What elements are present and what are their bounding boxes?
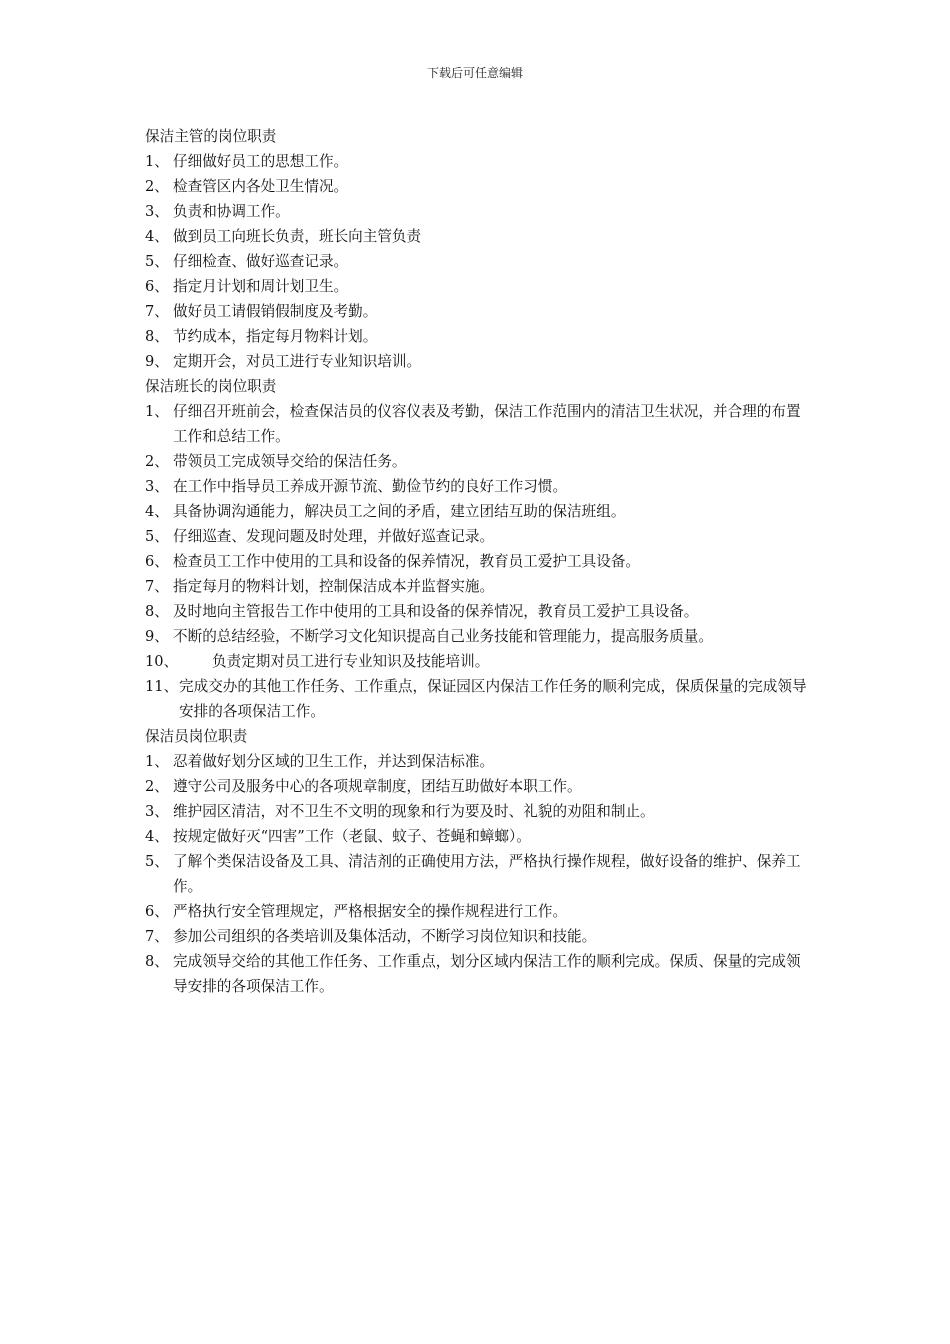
section-title-team-leader: 保洁班长的岗位职责 [145,378,277,395]
list-item [145,174,810,199]
list-item [145,324,810,349]
item-number: 4、 [145,228,169,245]
item-text: 参加公司组织的各类培训及集体活动，不断学习岗位知识和技能。 [173,928,597,945]
list-item [145,524,810,549]
item-text: 维护园区清洁，对不卫生不文明的现象和行为要及时、礼貌的劝阻和制止。 [173,803,655,820]
item-text: 遵守公司及服务中心的各项规章制度，团结互助做好本职工作。 [173,778,582,795]
item-text: 严格执行安全管理规定，严格根据安全的操作规程进行工作。 [173,903,568,920]
list-item [145,799,810,824]
cleaner-duties-list [145,749,810,999]
list-item [145,924,810,949]
item-text: 做到员工向班长负责，班长向主管负责 [173,228,422,245]
item-number: 6、 [145,278,169,295]
item-number: 5、 [145,253,169,270]
item-number: 4、 [145,503,169,520]
list-item [145,949,810,999]
list-item [145,449,810,474]
item-number: 4、 [145,828,169,845]
item-number: 1、 [145,753,169,770]
item-text: 完成交办的其他工作任务、工作重点，保证园区内保洁工作任务的顺利完成，保质保量的完成领导安排的各项保洁工作。 [179,678,807,720]
item-number: 7、 [145,928,169,945]
item-text: 定期开会，对员工进行专业知识培训。 [173,353,422,370]
item-number: 2、 [145,453,169,470]
item-text: 完成领导交给的其他工作任务、工作重点，划分区域内保洁工作的顺利完成。保质、保量的完成领导安排的各项保洁工作。 [173,953,801,995]
item-number: 8、 [145,953,169,970]
item-number: 5、 [145,853,169,870]
document-body [145,124,810,999]
list-item [145,249,810,274]
list-item [145,224,810,249]
list-item [145,599,810,624]
item-text: 仔细检查、做好巡查记录。 [173,253,349,270]
item-text: 指定月计划和周计划卫生。 [173,278,349,295]
item-number: 8、 [145,328,169,345]
item-text: 负责和协调工作。 [173,203,290,220]
list-item [145,774,810,799]
item-text: 检查员工工作中使用的工具和设备的保养情况，教育员工爱护工具设备。 [173,553,641,570]
list-item [145,849,810,899]
section-title-supervisor: 保洁主管的岗位职责 [145,128,277,145]
page-header: 下载后可任意编辑 [426,66,523,80]
item-text: 指定每月的物料计划，控制保洁成本并监督实施。 [173,578,495,595]
item-number: 9、 [145,353,169,370]
list-item [145,399,810,449]
item-text: 具备协调沟通能力，解决员工之间的矛盾，建立团结互助的保洁班组。 [173,503,626,520]
list-item [145,299,810,324]
item-text: 检查管区内各处卫生情况。 [173,178,349,195]
list-item [145,624,810,649]
list-item [145,549,810,574]
item-number: 3、 [145,203,169,220]
item-number: 9、 [145,628,169,645]
item-text: 带领员工完成领导交给的保洁任务。 [173,453,407,470]
list-item [145,274,810,299]
list-item [145,199,810,224]
item-number: 3、 [145,478,169,495]
item-text: 负责定期对员工进行专业知识及技能培训。 [212,653,490,670]
item-text: 仔细巡查、发现问题及时处理，并做好巡查记录。 [173,528,495,545]
item-text: 节约成本，指定每月物料计划。 [173,328,378,345]
team-leader-duties-list [145,399,810,724]
list-item [145,899,810,924]
item-text: 不断的总结经验，不断学习文化知识提高自己业务技能和管理能力，提高服务质量。 [173,628,713,645]
list-item [145,649,810,674]
item-number: 3、 [145,803,169,820]
item-text: 做好员工请假销假制度及考勤。 [173,303,378,320]
list-item [145,674,810,724]
item-text: 按规定做好灭“四害”工作（老鼠、蚊子、苍蝇和蟑螂）。 [173,828,531,845]
item-text: 在工作中指导员工养成开源节流、勤俭节约的良好工作习惯。 [173,478,568,495]
list-item [145,149,810,174]
item-number: 1、 [145,403,169,420]
item-number: 6、 [145,903,169,920]
item-text: 及时地向主管报告工作中使用的工具和设备的保养情况，教育员工爱护工具设备。 [173,603,699,620]
item-text: 忍着做好划分区域的卫生工作，并达到保洁标准。 [173,753,495,770]
item-number: 1、 [145,153,169,170]
item-text: 仔细做好员工的思想工作。 [173,153,349,170]
item-number: 6、 [145,553,169,570]
item-number: 2、 [145,778,169,795]
list-item [145,749,810,774]
item-number: 8、 [145,603,169,620]
list-item [145,824,810,849]
list-item [145,499,810,524]
item-text: 仔细召开班前会，检查保洁员的仪容仪表及考勤，保洁工作范围内的清洁卫生状况，并合理的布置工作和总结工作。 [173,403,801,445]
section-title-cleaner: 保洁员岗位职责 [145,728,248,745]
item-number: 10、 [145,653,179,670]
item-number: 7、 [145,578,169,595]
list-item [145,574,810,599]
item-number: 11、 [145,678,179,695]
list-item [145,349,810,374]
item-number: 7、 [145,303,169,320]
item-number: 2、 [145,178,169,195]
supervisor-duties-list [145,149,810,374]
item-number: 5、 [145,528,169,545]
list-item [145,474,810,499]
item-text: 了解个类保洁设备及工具、清洁剂的正确使用方法，严格执行操作规程，做好设备的维护、保养工作。 [173,853,801,895]
